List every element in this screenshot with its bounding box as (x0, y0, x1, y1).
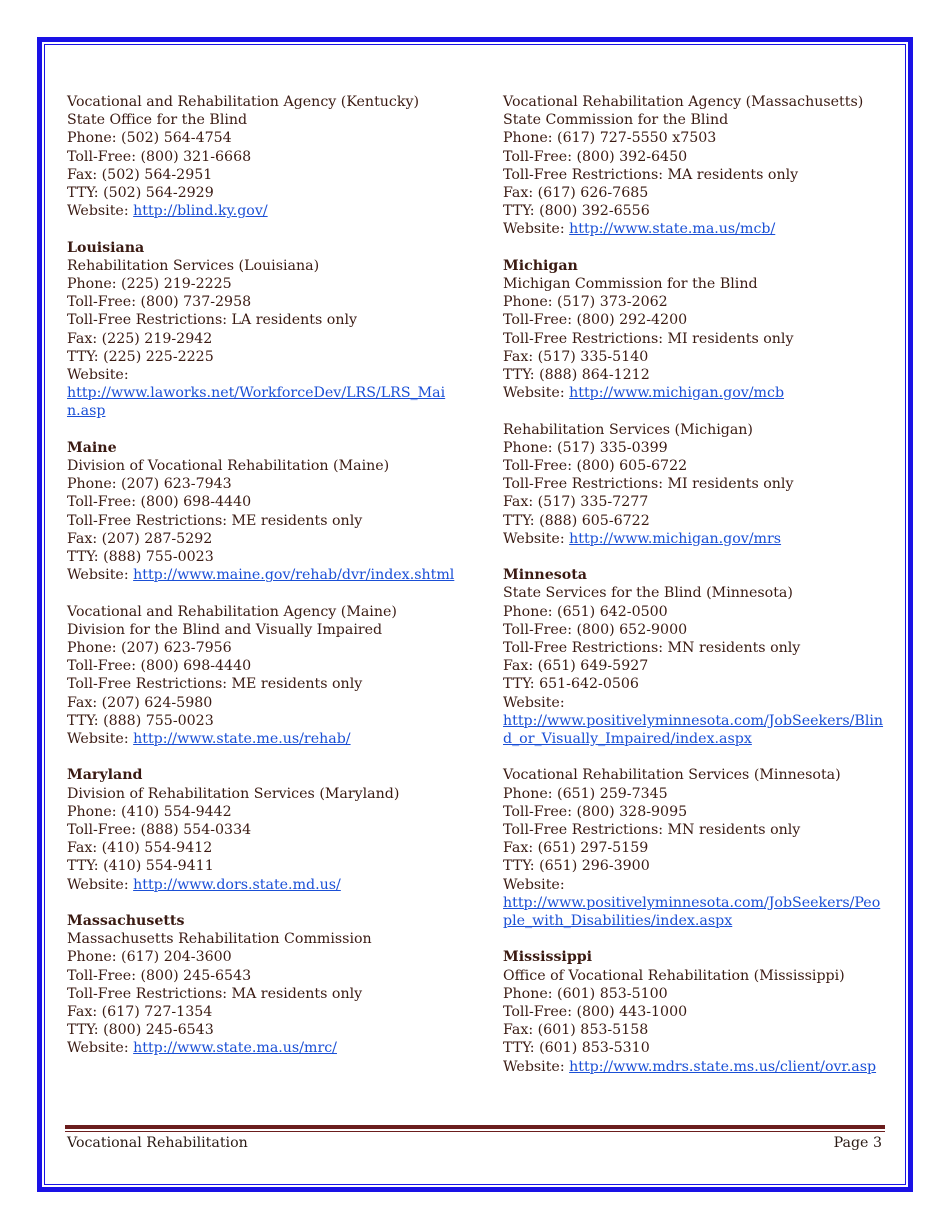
left-column (67, 93, 455, 1076)
website-row (503, 1058, 888, 1076)
agency-name: State Services for the Blind (Minnesota) (503, 585, 793, 602)
state-heading: Maryland (67, 767, 143, 784)
footer-rule-thick (65, 1125, 885, 1129)
agency-entry-maine (67, 439, 455, 585)
contact-line: Fax: (651) 649-5927 (503, 658, 649, 675)
website-link[interactable]: http://www.laworks.net/WorkforceDev/LRS/LRS_Main.asp (67, 385, 446, 420)
contact-line: Phone: (502) 564-4754 (67, 130, 232, 147)
footer-title: Vocational Rehabilitation (67, 1135, 248, 1151)
website-link[interactable]: http://www.michigan.gov/mcb (569, 385, 785, 402)
contact-line: Toll-Free: (800) 443-1000 (503, 1004, 688, 1021)
agency-name: Rehabilitation Services (Louisiana) (67, 257, 320, 274)
website-link[interactable]: http://www.positivelyminnesota.com/JobSeekers/Blind_or_Visually_Impaired/index.aspx (503, 712, 884, 748)
contact-line: TTY: (888) 605-6722 (503, 512, 650, 529)
contact-line: Fax: (517) 335-7277 (503, 494, 649, 511)
contact-line: Toll-Free Restrictions: MN residents only (503, 640, 801, 657)
contact-line: Fax: (617) 727-1354 (67, 1004, 213, 1021)
contact-line: TTY: (601) 853-5310 (503, 1040, 650, 1057)
agency-entry-vocational-rehabilitation-services-minnesota (503, 766, 888, 930)
website-link[interactable]: http://www.mdrs.state.ms.us/client/ovr.asp (569, 1058, 877, 1075)
footer-rule-thin (65, 1131, 885, 1132)
contact-line: TTY: (410) 554-9411 (67, 858, 214, 875)
website-label: Website: (503, 876, 565, 893)
state-heading: Louisiana (67, 239, 145, 256)
contact-line: TTY: (651) 296-3900 (503, 858, 650, 875)
contact-line: Phone: (617) 727-5550 x7503 (503, 130, 717, 147)
website-row (67, 1039, 455, 1057)
contact-line: Phone: (207) 623-7956 (67, 640, 232, 657)
agency-entry-louisiana (67, 239, 455, 421)
agency-entry-vocational-rehabilitation-agency-massachusetts (503, 93, 888, 239)
agency-name: Massachusetts Rehabilitation Commission (67, 931, 372, 948)
contact-line: TTY: (888) 755-0023 (67, 549, 214, 566)
website-row (503, 384, 888, 402)
contact-line: Toll-Free: (800) 652-9000 (503, 621, 688, 638)
contact-line: Toll-Free Restrictions: ME residents only (67, 512, 363, 529)
website-label: Website: (503, 530, 570, 547)
agency-entry-vocational-and-rehabilitation-agency-kentucky (67, 93, 455, 220)
contact-line: Division for the Blind and Visually Impaired (67, 621, 383, 638)
contact-line: Toll-Free Restrictions: ME residents only (67, 676, 363, 693)
contact-line: TTY: 651-642-0506 (503, 676, 639, 693)
contact-line: Toll-Free Restrictions: LA residents only (67, 312, 358, 329)
right-column (503, 93, 888, 1094)
agency-name: Vocational Rehabilitation Services (Minnesota) (503, 767, 841, 784)
contact-line: TTY: (225) 225-2225 (67, 348, 214, 365)
website-link[interactable]: http://www.positivelyminnesota.com/JobSeekers/People_with_Disabilities/index.aspx (503, 894, 881, 930)
website-row (503, 530, 888, 548)
state-heading: Mississippi (503, 949, 593, 966)
agency-name: Vocational and Rehabilitation Agency (Maine) (67, 603, 397, 620)
agency-entry-rehabilitation-services-michigan (503, 421, 888, 548)
contact-line: Fax: (601) 853-5158 (503, 1022, 649, 1039)
contact-line: Toll-Free Restrictions: MA residents only (67, 985, 363, 1002)
contact-line: Toll-Free Restrictions: MA residents only (503, 166, 799, 183)
state-heading: Massachusetts (67, 913, 185, 930)
contact-line: Toll-Free: (800) 292-4200 (503, 312, 688, 329)
contact-line: Fax: (207) 287-5292 (67, 530, 213, 547)
agency-entry-michigan (503, 257, 888, 403)
website-link[interactable]: http://www.michigan.gov/mrs (569, 530, 782, 547)
contact-line: Toll-Free: (800) 321-6668 (67, 148, 252, 165)
website-label: Website: (67, 876, 134, 893)
contact-line: Fax: (207) 624-5980 (67, 694, 213, 711)
contact-line: Phone: (517) 335-0399 (503, 439, 668, 456)
contact-line: State Office for the Blind (67, 112, 248, 129)
state-heading: Maine (67, 439, 117, 456)
state-heading: Michigan (503, 257, 578, 274)
contact-line: Phone: (410) 554-9442 (67, 803, 232, 820)
contact-line: Toll-Free: (800) 698-4440 (67, 658, 252, 675)
contact-line: Fax: (651) 297-5159 (503, 840, 649, 857)
contact-line: Phone: (617) 204-3600 (67, 949, 232, 966)
agency-name: Rehabilitation Services (Michigan) (503, 421, 753, 438)
website-link[interactable]: http://www.state.me.us/rehab/ (133, 731, 351, 748)
website-row (67, 730, 455, 748)
agency-name: Office of Vocational Rehabilitation (Mississippi) (503, 967, 845, 984)
website-row (67, 202, 455, 220)
agency-name: Michigan Commission for the Blind (503, 276, 758, 293)
contact-line: State Commission for the Blind (503, 112, 729, 129)
website-row (67, 876, 455, 894)
contact-line: Fax: (410) 554-9412 (67, 840, 213, 857)
website-label: Website: (67, 1040, 134, 1057)
contact-line: Fax: (225) 219-2942 (67, 330, 213, 347)
contact-line: Toll-Free: (800) 245-6543 (67, 967, 252, 984)
website-link[interactable]: http://blind.ky.gov/ (133, 203, 268, 220)
website-label: Website: (67, 367, 129, 384)
state-heading: Minnesota (503, 567, 587, 584)
agency-entry-vocational-and-rehabilitation-agency-maine (67, 603, 455, 749)
contact-line: Toll-Free: (800) 737-2958 (67, 294, 252, 311)
contact-line: TTY: (502) 564-2929 (67, 185, 214, 202)
agency-entry-massachusetts (67, 912, 455, 1058)
contact-line: TTY: (888) 864-1212 (503, 367, 650, 384)
contact-line: Toll-Free: (888) 554-0334 (67, 822, 252, 839)
contact-line: Toll-Free: (800) 698-4440 (67, 494, 252, 511)
contact-line: Toll-Free: (800) 392-6450 (503, 148, 688, 165)
website-label: Website: (503, 221, 570, 238)
agency-entry-maryland (67, 766, 455, 893)
contact-line: TTY: (800) 245-6543 (67, 1022, 214, 1039)
contact-line: Toll-Free Restrictions: MI residents only (503, 476, 794, 493)
agency-name: Vocational Rehabilitation Agency (Massachusetts) (503, 94, 864, 110)
website-label: Website: (503, 1058, 570, 1075)
contact-line: Phone: (601) 853-5100 (503, 985, 668, 1002)
website-link[interactable]: http://www.state.ma.us/mcb/ (569, 221, 776, 238)
contact-line: Toll-Free: (800) 328-9095 (503, 803, 688, 820)
contact-line: TTY: (800) 392-6556 (503, 203, 650, 220)
contact-line: Phone: (207) 623-7943 (67, 476, 232, 493)
contact-line: Toll-Free Restrictions: MN residents only (503, 822, 801, 839)
website-label: Website: (67, 203, 134, 220)
website-label: Website: (67, 567, 134, 584)
contact-line: Fax: (517) 335-5140 (503, 348, 649, 365)
agency-name: Vocational and Rehabilitation Agency (Kentucky) (67, 94, 420, 110)
contact-line: Phone: (517) 373-2062 (503, 294, 668, 311)
website-label: Website: (503, 694, 565, 711)
website-link[interactable]: http://www.dors.state.md.us/ (133, 876, 341, 893)
agency-name: Division of Rehabilitation Services (Maryland) (67, 785, 400, 802)
contact-line: Toll-Free Restrictions: MI residents only (503, 330, 794, 347)
contact-line: Fax: (502) 564-2951 (67, 166, 213, 183)
contact-line: Phone: (651) 259-7345 (503, 785, 668, 802)
website-link[interactable]: http://www.state.ma.us/mrc/ (133, 1040, 337, 1057)
contact-line: Phone: (225) 219-2225 (67, 276, 232, 293)
contact-line: Phone: (651) 642-0500 (503, 603, 668, 620)
website-row (503, 220, 888, 238)
agency-entry-mississippi (503, 948, 888, 1075)
website-label: Website: (67, 731, 134, 748)
contact-line: TTY: (888) 755-0023 (67, 712, 214, 729)
website-link[interactable]: http://www.maine.gov/rehab/dvr/index.shtml (133, 567, 455, 584)
contact-line: Fax: (617) 626-7685 (503, 185, 649, 202)
contact-line: Toll-Free: (800) 605-6722 (503, 458, 688, 475)
agency-entry-minnesota (503, 566, 888, 748)
page-number: Page 3 (833, 1135, 882, 1151)
agency-name: Division of Vocational Rehabilitation (Maine) (67, 458, 390, 475)
website-label: Website: (503, 385, 570, 402)
website-row (67, 566, 455, 584)
